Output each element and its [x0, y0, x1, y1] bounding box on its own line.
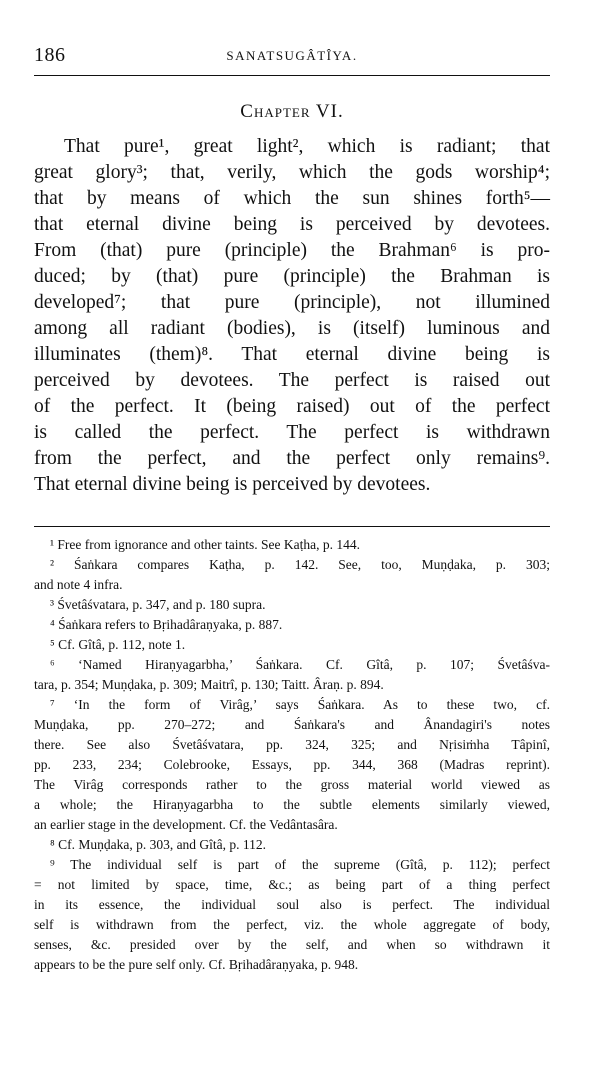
- chapter-title: Chapter VI.: [240, 101, 344, 122]
- header-rule: [34, 75, 550, 76]
- text-line: That pure¹, great light², which is radiant; that: [64, 136, 550, 157]
- page-header: [34, 44, 550, 70]
- main-text: [34, 134, 550, 498]
- text-line: duced; by (that) pure (principle) the Brahman is: [34, 266, 550, 287]
- footnote-line: an earlier stage in the development. Cf. the Vedântasâra.: [34, 817, 338, 832]
- footnote-line: ² Śaṅkara compares Kaṭha, p. 142. See, too, Muṇḍaka, p. 303;: [50, 557, 550, 572]
- text-line: that eternal divine being is perceived by devotees.: [34, 214, 550, 235]
- footnote-line: Muṇḍaka, pp. 270–272; and Śaṅkara's and Ânandagiri's notes: [34, 717, 550, 732]
- footnote-line: ⁷ ‘In the form of Virâg,’ says Śaṅkara. As to these two, cf.: [50, 697, 550, 712]
- footnote-line: self is withdrawn from the perfect, viz. the whole aggregate of body,: [34, 917, 550, 932]
- footnote-line: ⁹ The individual self is part of the supreme (Gîtâ, p. 112); perfect: [50, 857, 550, 872]
- footnote-line: = not limited by space, time, &c.; as being part of a thing perfect: [34, 877, 550, 892]
- footnote-line: appears to be the pure self only. Cf. Bṛihadâraṇyaka, p. 948.: [34, 957, 359, 972]
- text-line: perceived by devotees. The perfect is raised out: [34, 370, 550, 391]
- footnote-line: ¹ Free from ignorance and other taints. See Kaṭha, p. 144.: [50, 537, 360, 552]
- footnote-line: The Virâg corresponds rather to the gross material world viewed as: [34, 777, 550, 792]
- footnote-line: pp. 233, 234; Colebrooke, Essays, pp. 344, 368 (Madras reprint).: [34, 757, 550, 772]
- running-head: SANATSUGÂTÎYA.: [226, 48, 358, 63]
- footnote-line: senses, &c. presided over by the self, and when so withdrawn it: [34, 937, 550, 952]
- text-line: illuminates (them)⁸. That eternal divine being is: [34, 344, 550, 365]
- page-number: 186: [34, 44, 66, 66]
- text-line: is called the perfect. The perfect is withdrawn: [34, 422, 550, 443]
- footnote-line: and note 4 infra.: [34, 577, 123, 592]
- text-line: That eternal divine being is perceived by devotees.: [34, 474, 431, 495]
- footnote-line: a whole; the Hiraṇyagarbha to the subtle elements similarly viewed,: [34, 797, 550, 812]
- footnotes: [34, 535, 550, 975]
- footnote-line: ⁶ ‘Named Hiraṇyagarbha,’ Śaṅkara. Cf. Gîtâ, p. 107; Śvetâśva-: [50, 657, 550, 672]
- footnote-line: there. See also Śvetâśvatara, pp. 324, 325; and Nṛisiṁha Tâpinî,: [34, 737, 550, 752]
- text-line: of the perfect. It (being raised) out of the perfect: [34, 396, 550, 417]
- text-line: great glory³; that, verily, which the gods worship⁴;: [34, 162, 550, 183]
- footnote-line: in its essence, the individual soul also is perfect. The individual: [34, 897, 550, 912]
- footnote-line: ⁸ Cf. Muṇḍaka, p. 303, and Gîtâ, p. 112.: [50, 837, 267, 852]
- text-line: among all radiant (bodies), is (itself) luminous and: [34, 318, 550, 339]
- text-line: developed⁷; that pure (principle), not illumined: [34, 292, 550, 313]
- text-line: that by means of which the sun shines forth⁵—: [34, 188, 550, 209]
- text-line: From (that) pure (principle) the Brahman⁶ is pro-: [34, 240, 550, 261]
- footnote-rule: [34, 526, 550, 527]
- footnote-line: ⁴ Śaṅkara refers to Bṛihadâraṇyaka, p. 887.: [50, 617, 283, 632]
- footnote-line: ⁵ Cf. Gîtâ, p. 112, note 1.: [50, 637, 186, 652]
- footnote-line: ³ Śvetâśvatara, p. 347, and p. 180 supra.: [50, 597, 266, 612]
- text-line: from the perfect, and the perfect only remains⁹.: [34, 448, 550, 469]
- footnote-line: tara, p. 354; Muṇḍaka, p. 309; Maitrî, p. 130; Taitt. Âraṇ. p. 894.: [34, 677, 384, 692]
